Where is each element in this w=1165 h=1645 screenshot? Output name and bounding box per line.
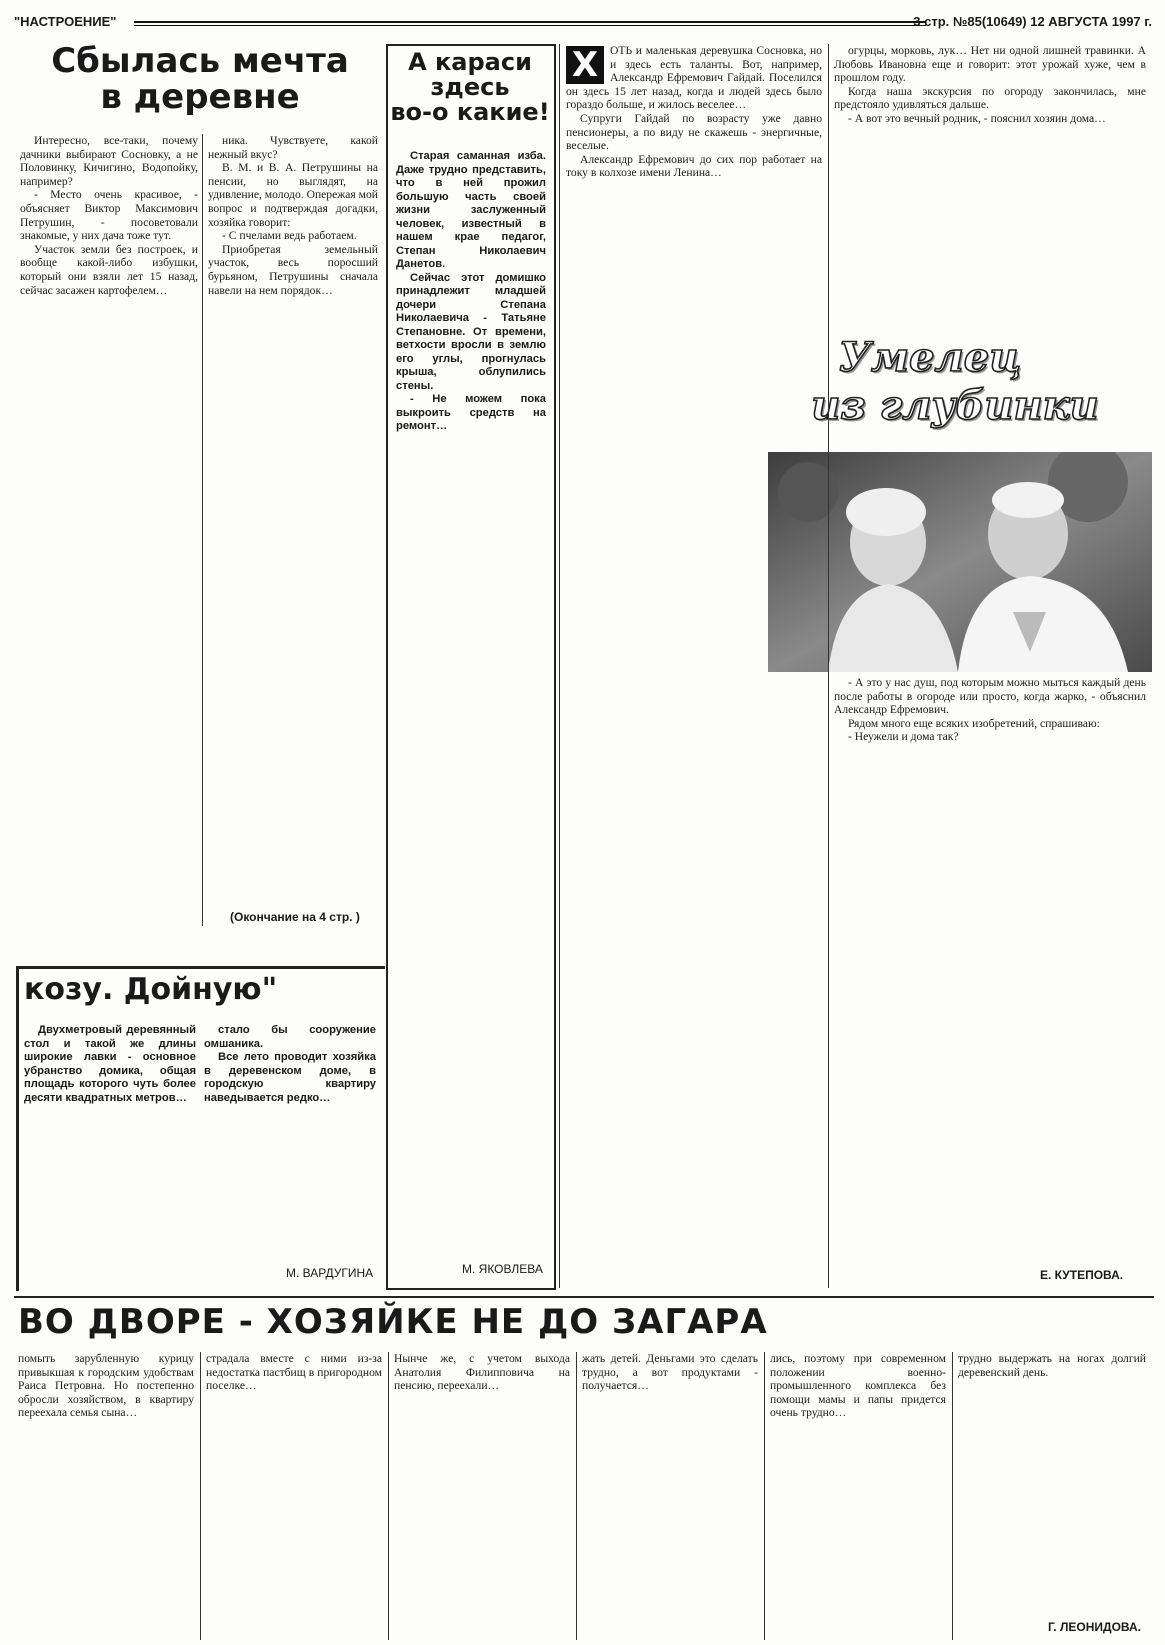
article2-title-line2: здесь [430, 73, 510, 102]
issue-info: 3 стр. №85(10649) 12 АВГУСТА 1997 г. [913, 14, 1152, 29]
paragraph: Участок земли без построек, и вообще какой-либо избушки, который они взяли лет 15 назад, сейчас засажен картофелем… [20, 242, 198, 297]
article3-title-line2: из глубинки [811, 382, 1099, 429]
column-rule [952, 1352, 953, 1640]
article5-signature: Г. ЛЕОНИДОВА. [1048, 1620, 1141, 1634]
paragraph: Все лето проводит хозяйка в деревенском доме, в городскую квартиру наведывается редко… [204, 1051, 376, 1104]
paragraph: лись, поэтому при современном положении военно-промышленного комплекса без помощи мамы и папы придется очень трудно… [770, 1352, 946, 1420]
paragraph: страдала вместе с ними из-за недостатка пастбищ в пригородном поселке… [206, 1352, 382, 1393]
article5-title: ВО ДВОРЕ - ХОЗЯЙКЕ НЕ ДО ЗАГАРА [18, 1302, 768, 1342]
paragraph: огурцы, морковь, лук… Нет ни одной лишней травинки. А Любовь Ивановна еще и говорит: этот урожай хуже, чем в прошлом году. [834, 44, 1146, 85]
column-rule [828, 44, 829, 1288]
paragraph: - А это у нас душ, под которым можно мыться каждый день после работы в огороде или просто, когда жарко, - объяснил Александр Ефремович. [834, 676, 1146, 717]
article1-column-1 [20, 134, 198, 926]
paragraph: Супруги Гайдай по возрасту уже давно пенсионеры, а по виду не скажешь - энергичные, веселые. [566, 111, 822, 153]
article1-column-2 [208, 134, 378, 904]
article2-body [396, 150, 546, 1270]
column-rule [559, 44, 560, 1288]
article5-column-1 [18, 1352, 194, 1640]
paragraph: ника. Чувствуете, какой нежный вкус? [208, 134, 378, 161]
paragraph: Когда наша экскурсия по огороду закончилась, мне предстояло удивляться дальше. [834, 84, 1146, 112]
article3-title-line1: Умелец [838, 334, 1022, 381]
masthead [14, 12, 1152, 34]
article4-column-2 [204, 1024, 376, 1260]
paragraph: В. М. и В. А. Петрушины на пенсии, но выглядят, на удивление, молодо. Опережая мой вопрос и подтверждая догадки, хозяйка говорит: [208, 161, 378, 229]
paragraph: ОТЬ и маленькая деревушка Сосновка, но и здесь есть таланты. Вот, например, Александр Ефремович Гайдай. Поселился он здесь 15 лет назад, когда и людей здесь было гораздо больше, и жилось веселее… [566, 44, 822, 112]
paragraph: - Место очень красивое, - объясняет Виктор Максимович Петрушин, - посоветовали знакомые, у них дача тоже тут. [20, 188, 198, 243]
column-rule [388, 1352, 389, 1640]
paragraph: - С пчелами ведь работаем. [222, 229, 357, 243]
paragraph: - Неужели и дома так? [848, 730, 959, 744]
paragraph: трудно выдержать на ногах долгий деревенский день. [958, 1352, 1146, 1379]
column-rule [200, 1352, 201, 1640]
paragraph: жать детей. Деньгами это сделать трудно, а вот продуктами - получается… [582, 1352, 758, 1393]
article2-title-line1: А караси [408, 48, 532, 76]
section-name: "НАСТРОЕНИЕ" [14, 14, 117, 29]
paragraph: Александр Ефремович до сих пор работает на току в колхозе имени Ленина… [566, 152, 822, 180]
continued-note: (Окончание на 4 стр. ) [230, 910, 360, 924]
article3-right-column-bottom [834, 676, 1146, 856]
paragraph: стало бы сооружение омшаника. [204, 1024, 376, 1050]
paragraph: Приобретая земельный участок, весь поросший бурьяном, Петрушины сначала навели на нем порядок… [208, 242, 378, 297]
article2-title-line3: во-о какие! [390, 98, 550, 127]
article2-signature: М. ЯКОВЛЕВА [462, 1262, 543, 1276]
article1-title-line2: в деревне [100, 76, 300, 117]
column-rule [202, 134, 203, 926]
paragraph: - Не можем пока выкроить средств на ремонт… [396, 393, 546, 432]
article5-column-3 [394, 1352, 570, 1640]
paragraph: Старая саманная изба. Даже трудно представить, что в ней прожил большую часть своей жизни заслуженный человек, известный в нашем крае педагог, Степан Николаевич Данетов. [396, 150, 546, 270]
paragraph: Сейчас этот домишко принадлежит младшей дочери Степана Николаевича - Татьяне Степановне. От времени, ветхости вросли в землю его углы, прогнулась крыша, облупились стены. [396, 271, 546, 392]
article5-column-5 [770, 1352, 946, 1640]
dropcap: Х [566, 46, 604, 84]
photo-image [768, 452, 1152, 672]
paragraph: Нынче же, с учетом выхода Анатолия Филипповича на пенсию, переехали… [394, 1352, 570, 1393]
article4-title: козу. Дойную" [24, 972, 278, 1007]
article1-title [20, 41, 380, 117]
article3-signature: Е. КУТЕПОВА. [1040, 1268, 1124, 1282]
paragraph: Рядом много еще всяких изобретений, спрашиваю: [848, 716, 1100, 730]
masthead-rule [134, 21, 926, 26]
article4-signature: М. ВАРДУГИНА [286, 1266, 374, 1280]
article3-intro [566, 44, 822, 374]
couple-photo [768, 452, 1152, 672]
column-rule [764, 1352, 765, 1640]
article4-column-1 [24, 1024, 196, 1280]
paragraph: Двухметровый деревянный стол и такой же длины широкие лавки - основное убранство домика, общая площадь которого чуть более десяти квадратных метров… [24, 1024, 196, 1104]
article5-column-4 [582, 1352, 758, 1640]
column-rule [576, 1352, 577, 1640]
article1-title-line1: Сбылась мечта [51, 41, 349, 81]
paragraph: Интересно, все-таки, почему дачники выбирают Сосновку, а не Половинку, Кичигино, Водопойку, например? [20, 134, 198, 188]
paragraph: - А вот это вечный родник, - пояснил хозяин дома… [848, 111, 1106, 125]
paragraph: помыть зарубленную курицу привыкшая к городским удобствам Раиса Петровна. Но постепенно обросли хозяйством, в квартиру переехала семья сына… [18, 1352, 194, 1420]
article5-column-6 [958, 1352, 1146, 1612]
divider [14, 1296, 1154, 1298]
article3-right-column-top [834, 44, 1146, 324]
article2-title [390, 50, 550, 126]
article5-column-2 [206, 1352, 382, 1640]
